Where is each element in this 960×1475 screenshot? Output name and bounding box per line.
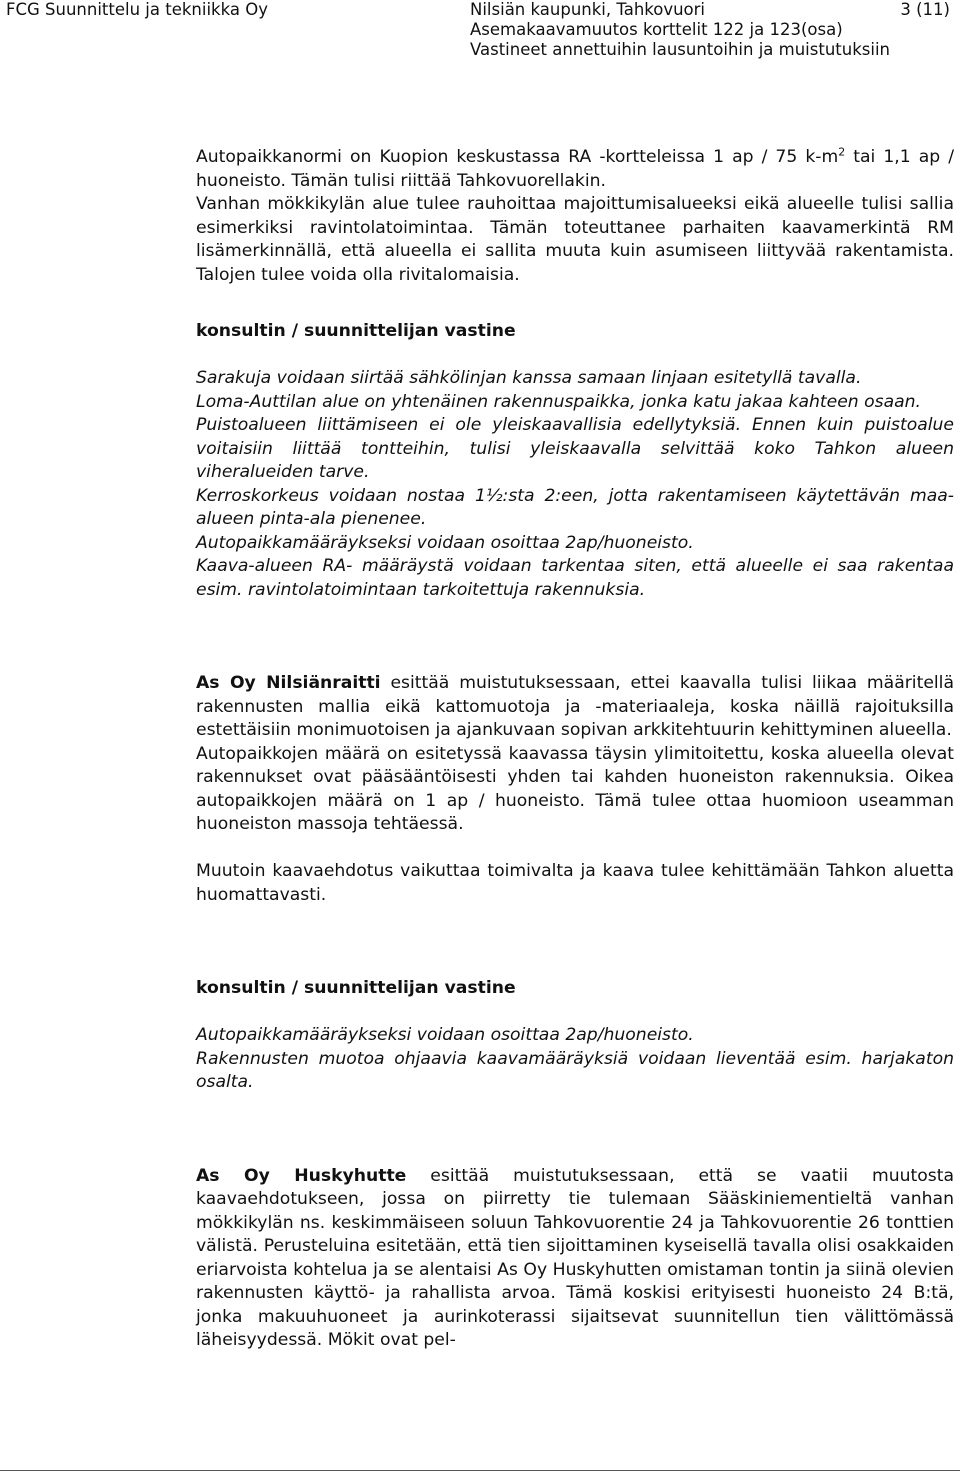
response-1-paragraph-5: Autopaikkamääräykseksi voidaan osoittaa 2ap/huoneisto. bbox=[196, 532, 694, 553]
response-heading-1: konsultin / suunnittelijan vastine bbox=[196, 321, 516, 341]
nilsianraitti-paragraph-3: Muutoin kaavaehdotus vaikuttaa toimivalta ja kaava tulee kehittämään Tahkon aluetta huomattavasti. bbox=[196, 861, 954, 905]
response-heading-2: konsultin / suunnittelijan vastine bbox=[196, 978, 516, 998]
huskyhutte-paragraph: As Oy Huskyhutte esittää muistutuksessaan, että se vaatii muutosta kaavaehdotukseen, jossa on piirretty tie tulemaan Sääskiniementieltä vanhan mökkikylän ns. keskimmäiseen soluun Tahkovuorentie 24 ja Tahkovuorentie 26 tonttien välistä. Perusteluina esitetään, että tien sijoittaminen kyseisellä tavalla olisi osakkaiden eriarvoista kohtelua ja se alentaisi As Oy Huskyhutten omistaman tontin ja siinä olevien rakennusten käyttö- ja rahallista arvoa. Tämä koskisi erityisesti huoneisto 24 B:tä, jonka makuuhuoneet ja aurinkoterassi sijaitsevat suunnitellun tien välittömässä läheisyydessä. Mökit ovat pel- bbox=[196, 1165, 954, 1350]
nilsianraitti-paragraph-2: Autopaikkojen määrä on esitetyssä kaavassa täysin ylimitoitettu, koska alueella olevat rakennukset ovat pääsääntöisesti yhden tai kahden huoneiston rakennuksia. Oikea autopaikkojen määrä on 1 ap / huoneisto. Tämä tulee ottaa huomioon useamman huoneiston massoja tehtäessä. bbox=[196, 743, 954, 834]
organization-name: As Oy Nilsiänraitti bbox=[196, 673, 381, 693]
response-1-paragraph-6: Kaava-alueen RA- määräystä voidaan tarkentaa siten, että alueelle ei saa rakentaa esim. ravintolatoimintaan tarkoitettuja rakennuksia. bbox=[196, 556, 954, 600]
footer-divider bbox=[0, 1470, 960, 1471]
page-number: 3 (11) bbox=[900, 0, 950, 19]
company-name: FCG Suunnittelu ja tekniikka Oy bbox=[6, 0, 268, 19]
nilsianraitti-paragraph-1: As Oy Nilsiänraitti esittää muistutuksessaan, ettei kaavalla tulisi liikaa määritellä rakennusten mallia eikä kattomuotoja ja -materiaaleja, koska näillä rajoituksilla estettäisiin monimuotoisen ja ajankuvaan sopivan arkkitehtuurin kehittyminen alueella. bbox=[196, 673, 954, 740]
response-2-paragraph-1: Autopaikkamääräykseksi voidaan osoittaa 2ap/huoneisto. bbox=[196, 1025, 694, 1045]
response-1-paragraph-2: Loma-Auttilan alue on yhtenäinen rakennuspaikka, jonka katu jakaa kahteen osaan. bbox=[196, 391, 922, 412]
header-line-1: Nilsiän kaupunki, Tahkovuori bbox=[470, 0, 706, 19]
response-1-paragraph-3: Puistoalueen liittämiseen ei ole yleiskaavallisia edellytyksiä. Ennen kuin puistoalue voitaisiin liittää tontteihin, tulisi yleiskaavalla selvittää koko Tahkon alueen viheralueiden tarve. bbox=[196, 415, 954, 482]
paragraph-cottage-village: Vanhan mökkikylän alue tulee rauhoittaa majoittumisalueeksi eikä alueelle tulisi sallia esimerkiksi ravintolatoimintaa. Tämän toteuttanee parhaiten kaavamerkintä RM lisämerkinnällä, että alueella ei sallita muuta kuin asumiseen liittyvää rakentamista. Talojen tulee voida olla rivitalomaisia. bbox=[196, 194, 954, 285]
response-2-paragraph-2: Rakennusten muotoa ohjaavia kaavamääräyksiä voidaan lieventää esim. harjakaton osalta. bbox=[196, 1048, 954, 1092]
response-1-paragraph-1: Sarakuja voidaan siirtää sähkölinjan kanssa samaan linjaan esitetyllä tavalla. bbox=[196, 368, 862, 388]
header-line-2: Asemakaavamuutos korttelit 122 ja 123(osa) bbox=[470, 20, 843, 39]
response-1-paragraph-4: Kerroskorkeus voidaan nostaa 1½:sta 2:een, jotta rakentamiseen käytettävän maa-alueen pinta-ala pienenee. bbox=[196, 485, 954, 529]
document-info bbox=[470, 0, 890, 60]
header-line-3: Vastineet annettuihin lausuntoihin ja muistutuksiin bbox=[470, 40, 890, 59]
paragraph-parking-norm: Autopaikkanormi on Kuopion keskustassa RA -kortteleissa 1 ap / 75 $k-m^2$ tai 1,1 ap / huoneisto. Tämän tulisi riittää Tahkovuorellakin. bbox=[196, 145, 954, 191]
organization-name: As Oy Huskyhutte bbox=[196, 1165, 407, 1186]
page-header bbox=[0, 0, 960, 62]
document-body bbox=[196, 146, 954, 1353]
superscript: 2 bbox=[838, 145, 846, 159]
